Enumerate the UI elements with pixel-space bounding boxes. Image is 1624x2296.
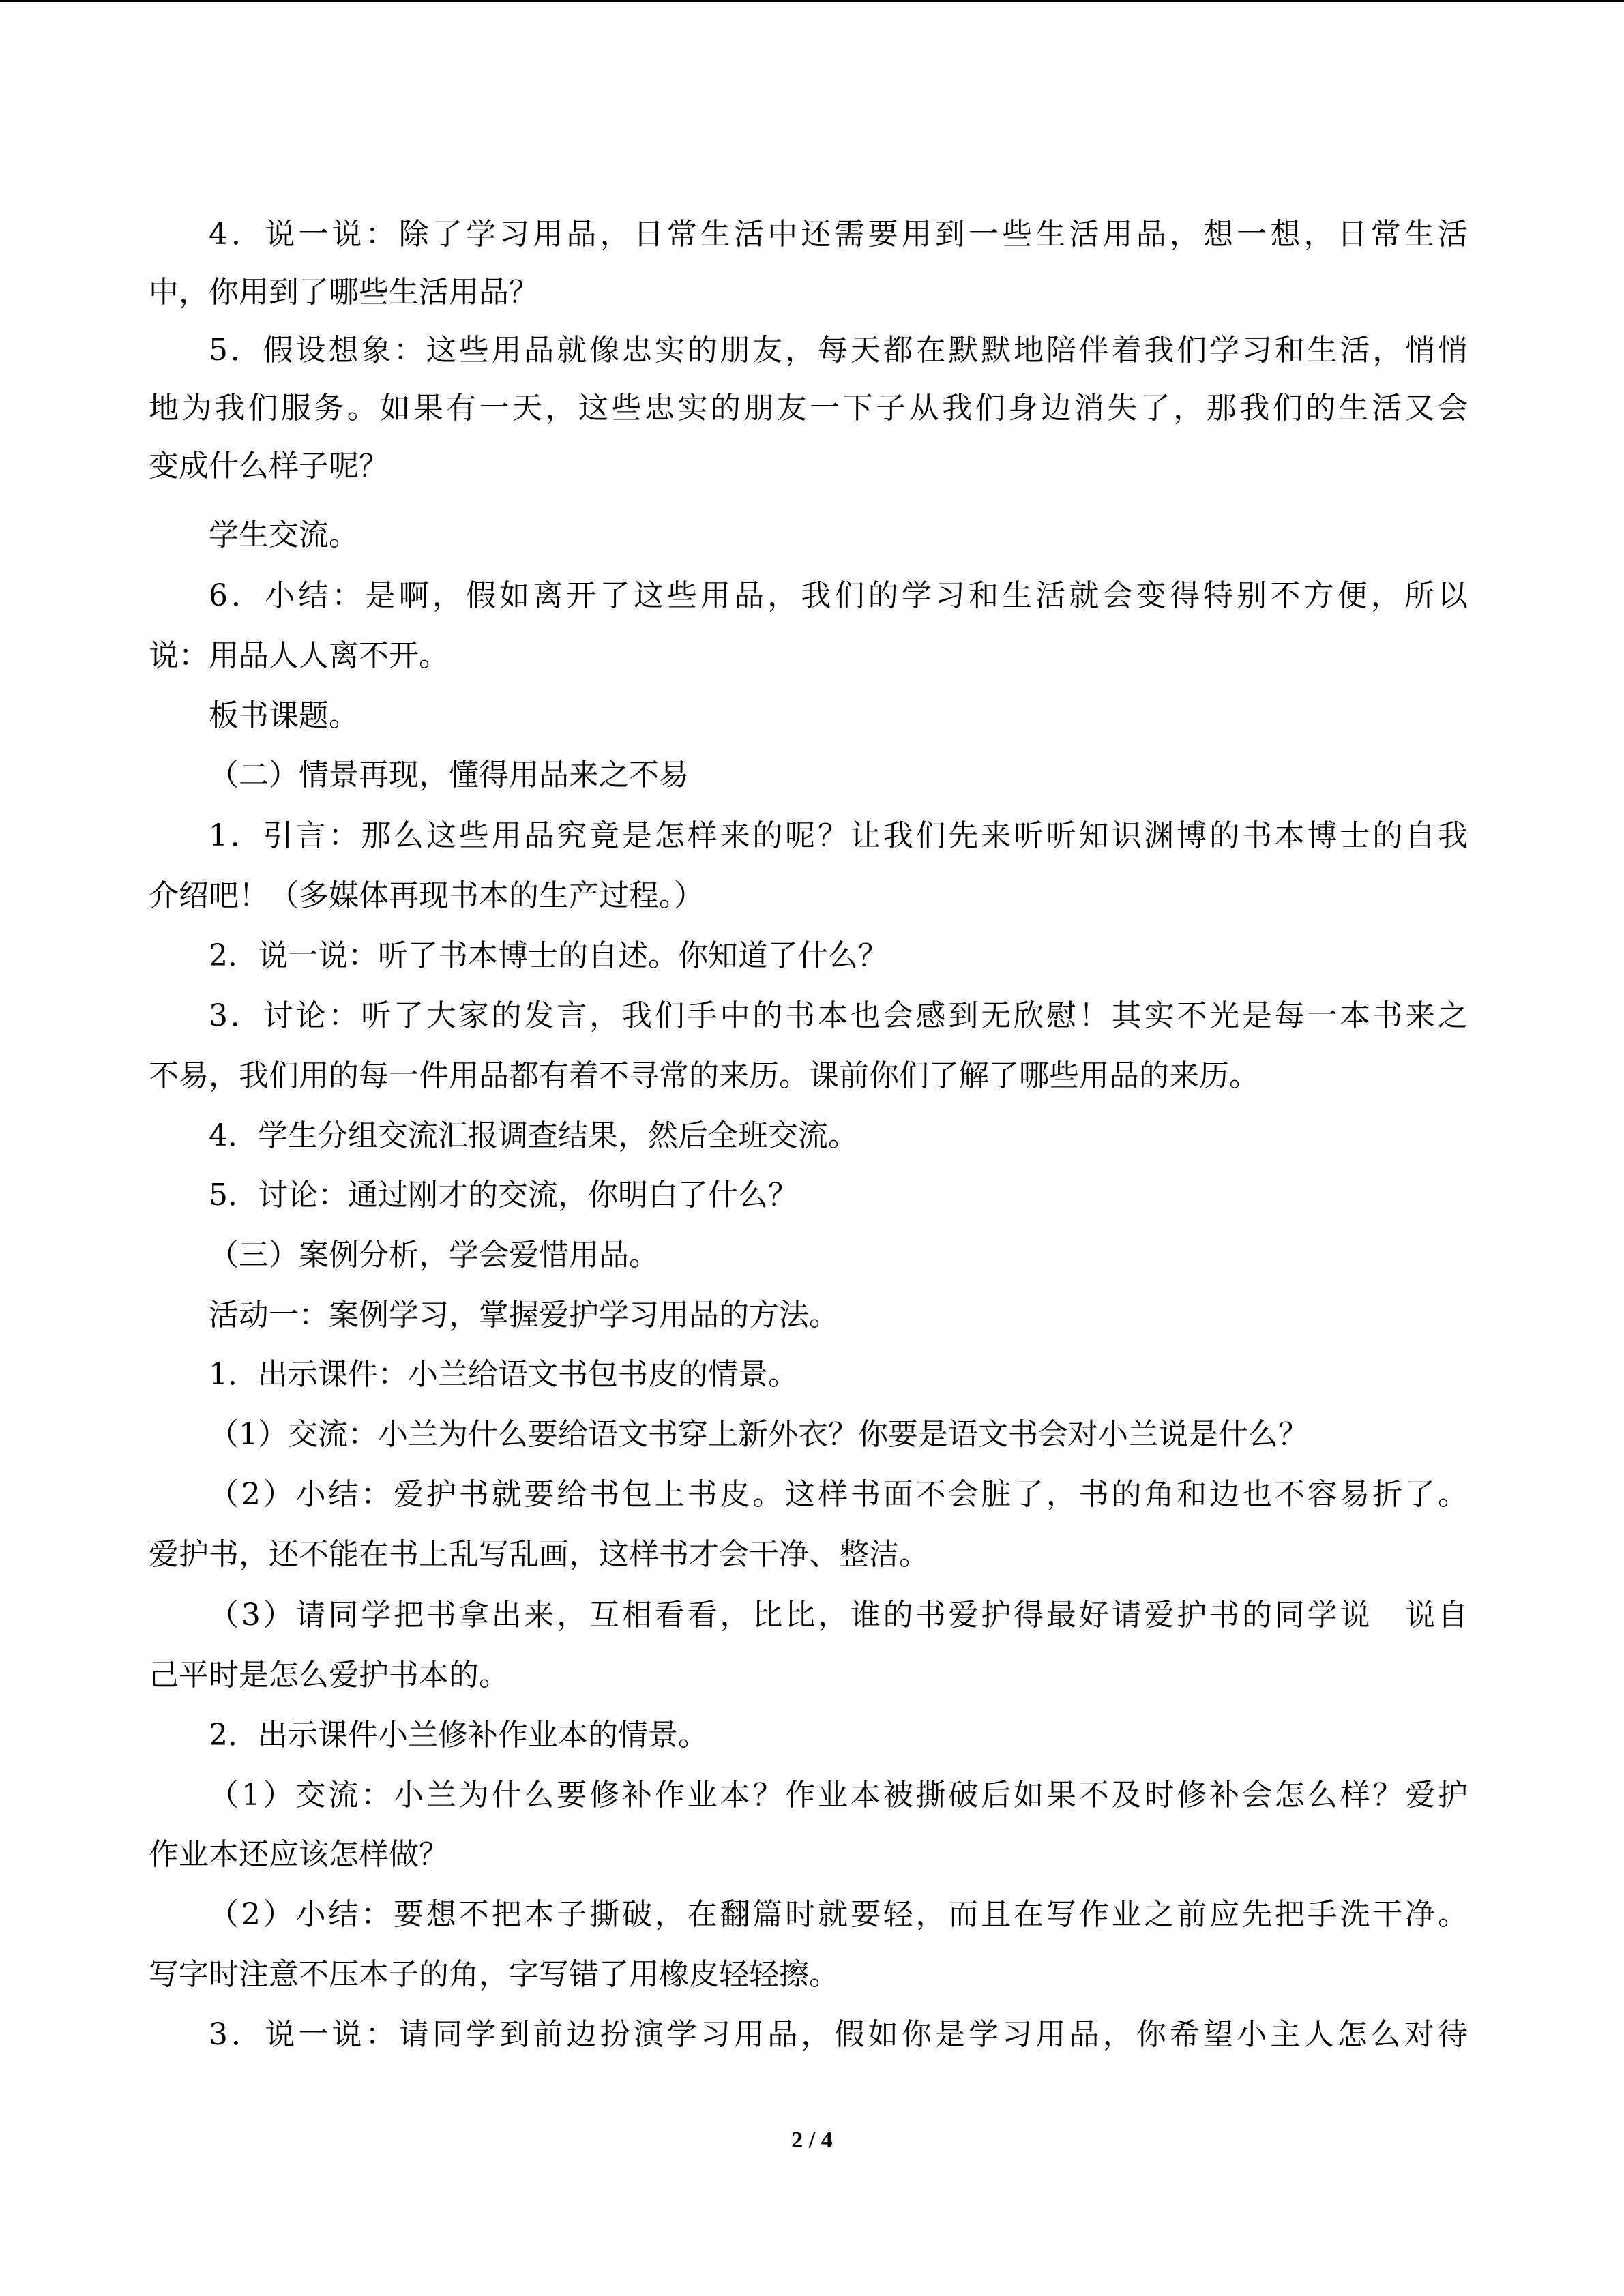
paragraph-line: （2）小结：要想不把本子撕破，在翻篇时就要轻，而且在写作业之前应先把手洗干净。 xyxy=(209,1897,1468,1932)
paragraph-line: （1）交流：小兰为什么要给语文书穿上新外衣？你要是语文书会对小兰说是什么？ xyxy=(209,1417,1308,1452)
paragraph-line: 1．引言：那么这些用品究竟是怎样来的呢？让我们先来听听知识渊博的书本博士的自我 xyxy=(209,818,1468,853)
top-border xyxy=(0,0,1624,2)
paragraph-line: 中，你用到了哪些生活用品？ xyxy=(149,275,539,310)
paragraph-line: 4．学生分组交流汇报调查结果，然后全班交流。 xyxy=(209,1118,858,1153)
paragraph-line: 2．说一说：听了书本博士的自述。你知道了什么？ xyxy=(209,938,888,973)
paragraph-line: 爱护书，还不能在书上乱写乱画，这样书才会干净、整洁。 xyxy=(149,1537,929,1572)
page-number: 2 / 4 xyxy=(791,2128,833,2153)
paragraph-line: 3．说一说：请同学到前边扮演学习用品，假如你是学习用品，你希望小主人怎么对待 xyxy=(209,2017,1468,2052)
paragraph-line: 4．说一说：除了学习用品，日常生活中还需要用到一些生活用品，想一想，日常生活 xyxy=(209,217,1468,252)
paragraph-line: 板书课题。 xyxy=(209,698,359,733)
paragraph-line: 说：用品人人离不开。 xyxy=(149,638,449,673)
section-heading: （三）案例分析，学会爱惜用品。 xyxy=(209,1238,659,1272)
paragraph-line: 3．讨论：听了大家的发言，我们手中的书本也会感到无欣慰！其实不光是每一本书来之 xyxy=(209,998,1468,1033)
paragraph-line: 活动一：案例学习，掌握爱护学习用品的方法。 xyxy=(209,1298,839,1332)
paragraph-line: 变成什么样子呢？ xyxy=(149,449,389,483)
paragraph-line: （3）请同学把书拿出来，互相看看，比比，谁的书爱护得最好请爱护书的同学说 说自 xyxy=(209,1598,1468,1632)
paragraph-line: 地为我们服务。如果有一天，这些忠实的朋友一下子从我们身边消失了，那我们的生活又会 xyxy=(149,391,1468,426)
section-heading: （二）情景再现，懂得用品来之不易 xyxy=(209,758,689,792)
paragraph-line: （2）小结：爱护书就要给书包上书皮。这样书面不会脏了，书的角和边也不容易折了。 xyxy=(209,1477,1468,1512)
paragraph-line: 介绍吧！（多媒体再现书本的生产过程。） xyxy=(149,878,704,913)
paragraph-line: 作业本还应该怎样做？ xyxy=(149,1837,449,1872)
paragraph-line: 6．小结：是啊，假如离开了这些用品，我们的学习和生活就会变得特别不方便，所以 xyxy=(209,578,1468,613)
paragraph-line: 不易，我们用的每一件用品都有着不寻常的来历。课前你们了解了哪些用品的来历。 xyxy=(149,1058,1259,1093)
paragraph-line: 写字时注意不压本子的角，字写错了用橡皮轻轻擦。 xyxy=(149,1957,839,1992)
paragraph-line: 学生交流。 xyxy=(209,518,359,552)
paragraph-line: 2．出示课件小兰修补作业本的情景。 xyxy=(209,1718,708,1753)
paragraph-line: 5．讨论：通过刚才的交流，你明白了什么？ xyxy=(209,1178,798,1212)
paragraph-line: （1）交流：小兰为什么要修补作业本？作业本被撕破后如果不及时修补会怎么样？爱护 xyxy=(209,1778,1468,1813)
paragraph-line: 5．假设想象：这些用品就像忠实的朋友，每天都在默默地陪伴着我们学习和生活，悄悄 xyxy=(209,333,1468,368)
paragraph-line: 己平时是怎么爱护书本的。 xyxy=(149,1658,509,1693)
paragraph-line: 1．出示课件：小兰给语文书包书皮的情景。 xyxy=(209,1357,798,1392)
